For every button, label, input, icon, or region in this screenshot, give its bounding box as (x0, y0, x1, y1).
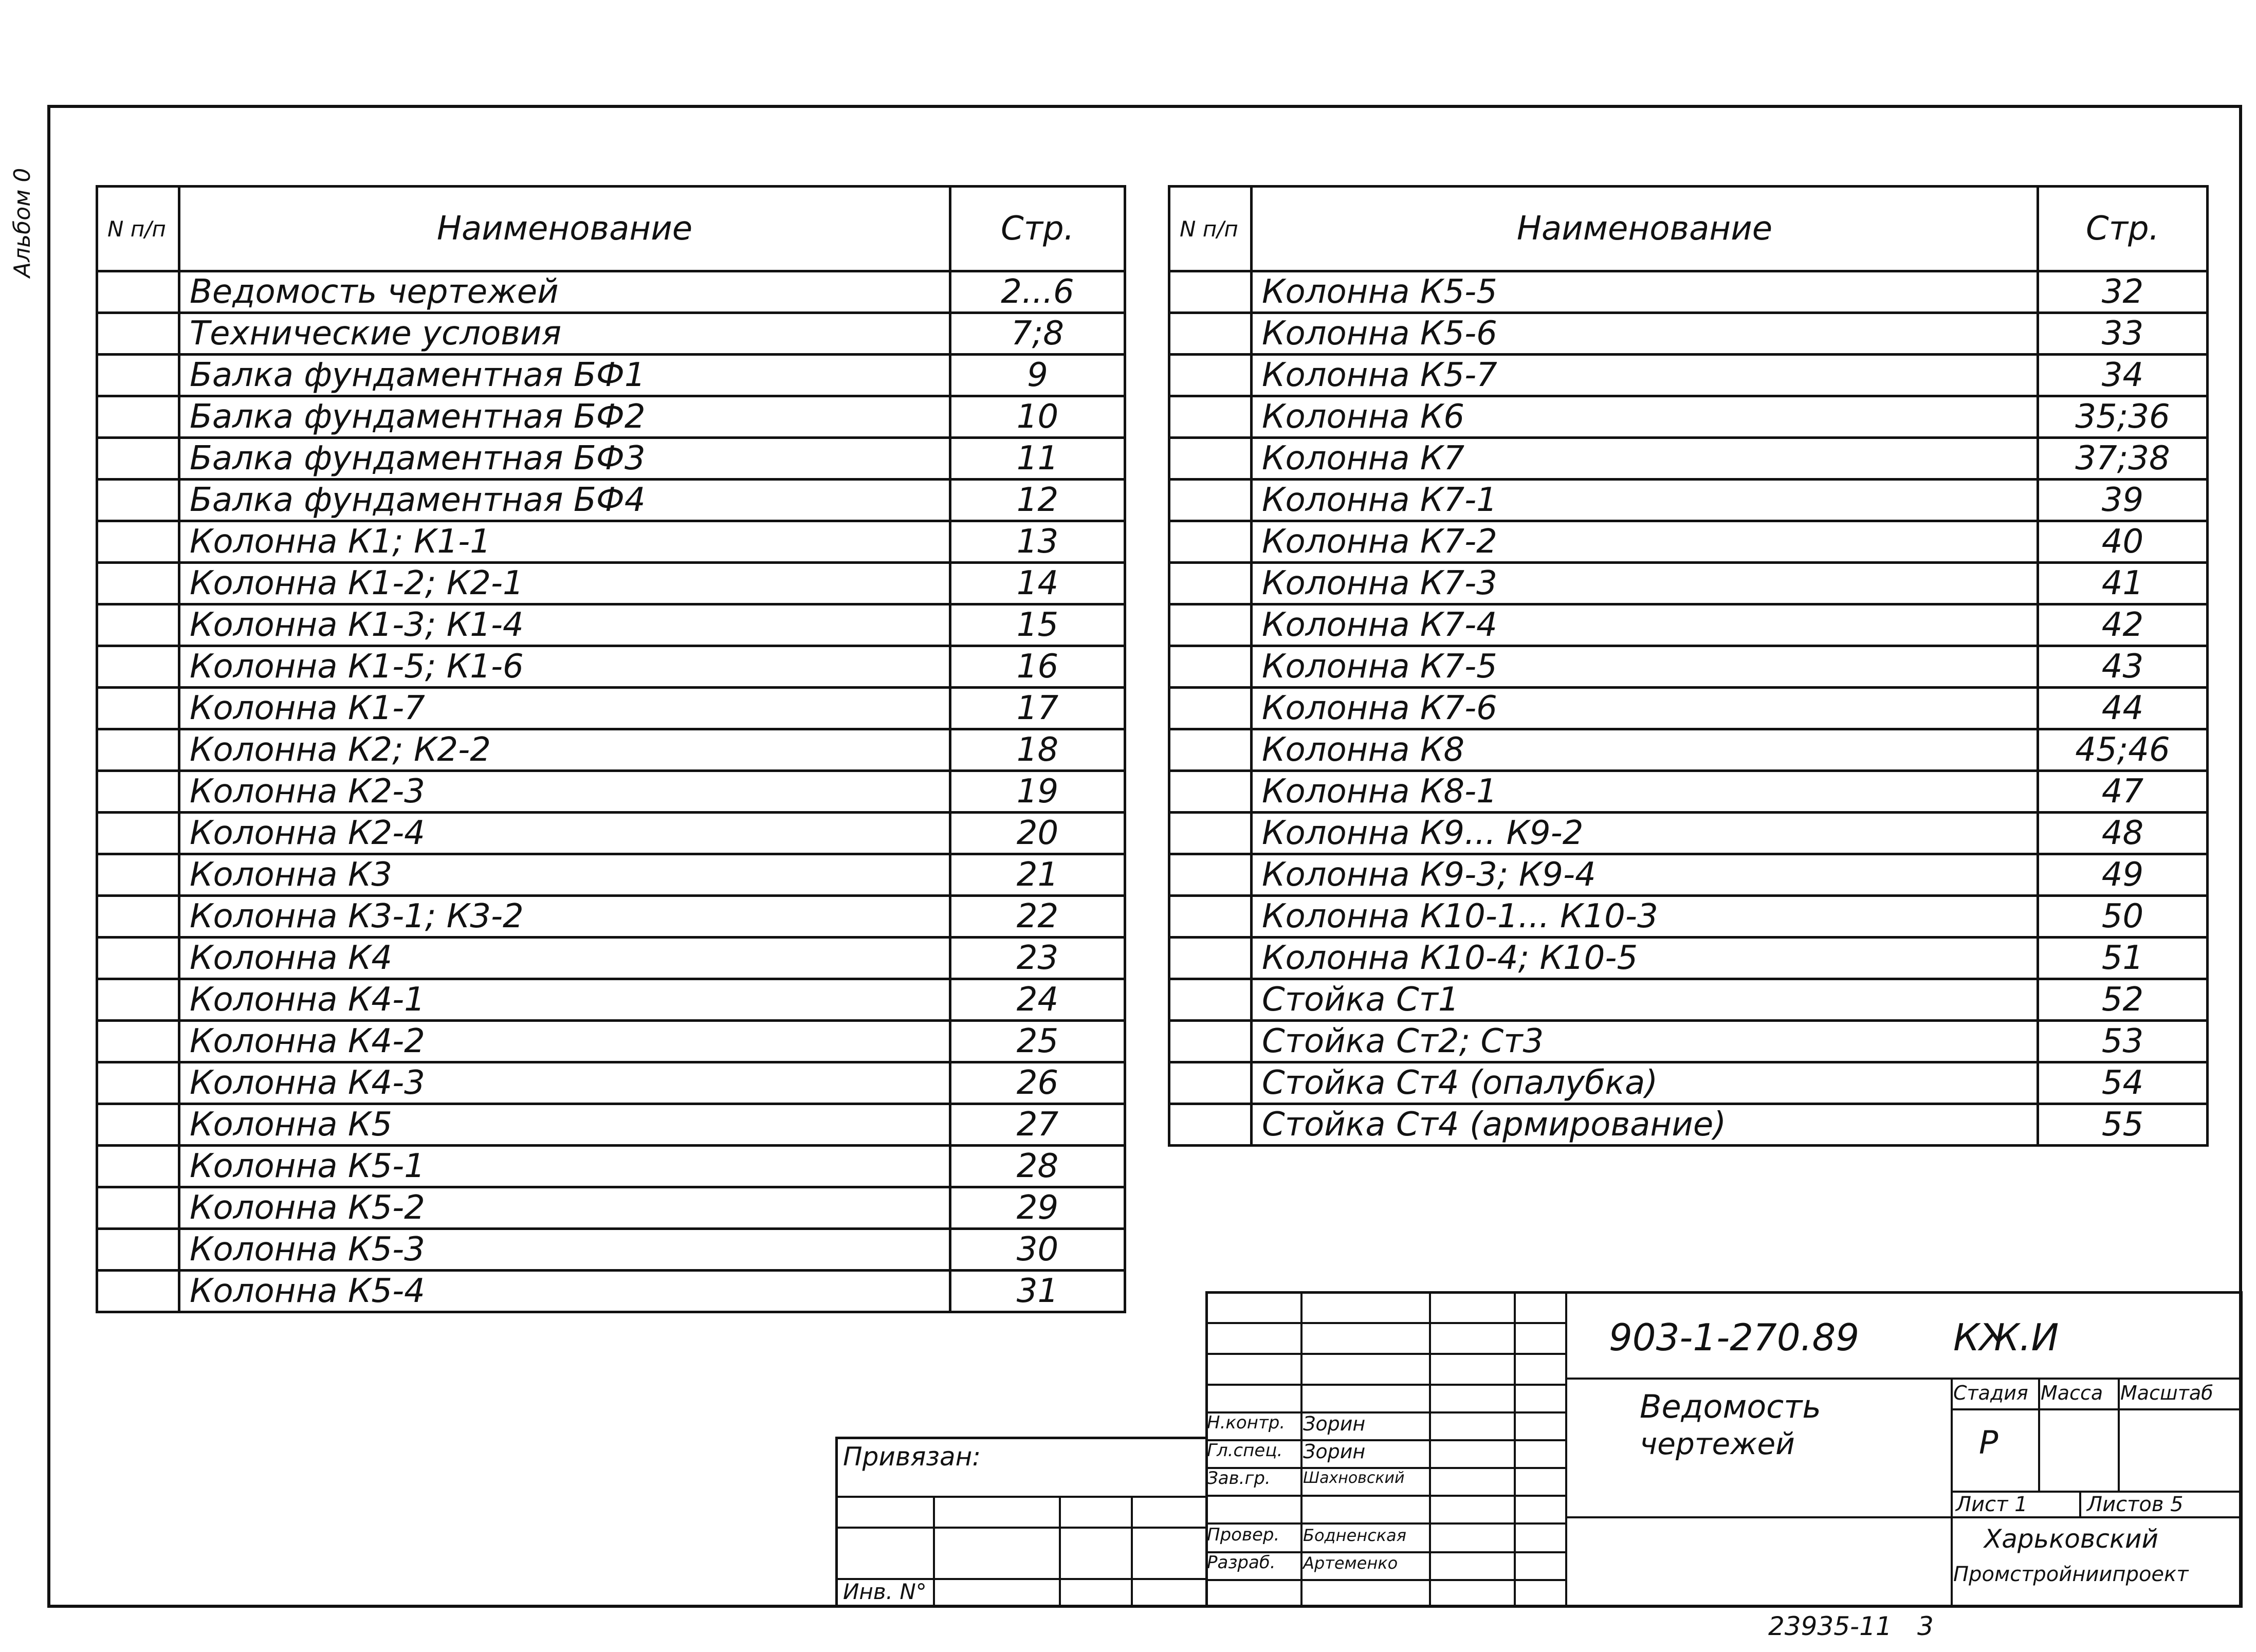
table-row (97, 688, 1125, 729)
drawing-name-cell: Стойка Ст4 (опалубка) (1252, 1062, 2038, 1104)
drawing-name-cell: Балка фундаментная БФ4 (179, 480, 950, 521)
page-cell: 33 (2038, 313, 2208, 355)
name-zavgr: Шахновский (1303, 1469, 1405, 1487)
stamp-line (1205, 1579, 1565, 1581)
table-row (1169, 854, 2208, 896)
doc-code: 903-1-270.89 (1609, 1316, 1860, 1359)
stamp-line (2079, 1491, 2081, 1516)
sheets-total: Листов 5 (2087, 1493, 2184, 1516)
drawing-name-cell: Колонна К5-7 (1252, 355, 2038, 396)
header-name: Наименование (1252, 187, 2038, 271)
header-name: Наименование (179, 187, 950, 271)
header-num: N п/п (1169, 187, 1252, 271)
page-cell: 25 (950, 1021, 1125, 1062)
page-cell: 44 (2038, 688, 2208, 729)
drawing-name-cell: Колонна К1; К1-1 (179, 521, 950, 563)
stage-label: Стадия (1953, 1382, 2028, 1404)
page-cell: 55 (2038, 1104, 2208, 1146)
table-row (1169, 646, 2208, 688)
page-cell: 45;46 (2038, 729, 2208, 771)
header-page: Стр. (950, 187, 1125, 271)
drawing-name-cell: Колонна К5-2 (179, 1187, 950, 1229)
row-number-cell (1169, 1062, 1252, 1104)
table-row (1169, 979, 2208, 1021)
table-row (97, 1062, 1125, 1104)
row-number-cell (1169, 438, 1252, 480)
stamp-line (1514, 1291, 1516, 1608)
drawing-name-cell: Колонна К1-7 (179, 688, 950, 729)
drawing-name-cell: Колонна К5-4 (179, 1271, 950, 1312)
drawing-name-cell: Колонна К5 (179, 1104, 950, 1146)
role-razrab: Разраб. (1207, 1552, 1276, 1573)
table-row (1169, 313, 2208, 355)
drawing-name-cell: Колонна К7-4 (1252, 604, 2038, 646)
row-number-cell (1169, 771, 1252, 813)
table-row (1169, 355, 2208, 396)
drawing-name-cell: Стойка Ст1 (1252, 979, 2038, 1021)
stamp-line (933, 1496, 935, 1608)
page-cell: 20 (950, 813, 1125, 854)
table-row (97, 563, 1125, 604)
page-cell: 23 (950, 938, 1125, 979)
table-row (97, 854, 1125, 896)
page-cell: 24 (950, 979, 1125, 1021)
table-row (1169, 1021, 2208, 1062)
row-number-cell (97, 1062, 179, 1104)
row-number-cell (1169, 979, 1252, 1021)
page-cell: 35;36 (2038, 396, 2208, 438)
table-row (1169, 271, 2208, 313)
drawing-name-cell: Колонна К3-1; К3-2 (179, 896, 950, 938)
doc-section: КЖ.И (1953, 1316, 2059, 1359)
stamp-line (1565, 1291, 1567, 1608)
stage-value: Р (1979, 1424, 1998, 1461)
drawing-name-cell: Колонна К10-4; К10-5 (1252, 938, 2038, 979)
row-number-cell (97, 896, 179, 938)
table-row (1169, 1062, 2208, 1104)
page-cell: 42 (2038, 604, 2208, 646)
table-row (97, 1229, 1125, 1271)
drawing-name-cell: Стойка Ст4 (армирование) (1252, 1104, 2038, 1146)
drawing-name-cell: Колонна К9-3; К9-4 (1252, 854, 2038, 896)
page-cell: 17 (950, 688, 1125, 729)
name-prover: Бодненская (1303, 1526, 1406, 1545)
drawing-name-cell: Балка фундаментная БФ2 (179, 396, 950, 438)
page-cell: 48 (2038, 813, 2208, 854)
table-row (97, 729, 1125, 771)
page-cell: 30 (950, 1229, 1125, 1271)
table-row (97, 396, 1125, 438)
row-number-cell (1169, 313, 1252, 355)
row-number-cell (97, 1271, 179, 1312)
table-row (97, 979, 1125, 1021)
page-cell: 51 (2038, 938, 2208, 979)
archive-code: 23935-11 (1768, 1611, 1892, 1641)
page-cell: 22 (950, 896, 1125, 938)
row-number-cell (1169, 688, 1252, 729)
stamp-line (1951, 1378, 1953, 1608)
page-cell: 32 (2038, 271, 2208, 313)
stamp-line (1131, 1496, 1133, 1608)
row-number-cell (1169, 729, 1252, 771)
row-number-cell (97, 604, 179, 646)
table-row (1169, 1104, 2208, 1146)
name-nkontr: Зорин (1303, 1412, 1366, 1435)
stamp-line (835, 1496, 1205, 1498)
stamp-line (2038, 1378, 2040, 1491)
table-row (97, 355, 1125, 396)
drawing-name-cell: Колонна К7-5 (1252, 646, 2038, 688)
page-cell: 43 (2038, 646, 2208, 688)
drawing-name-cell: Балка фундаментная БФ1 (179, 355, 950, 396)
row-number-cell (1169, 604, 1252, 646)
table-row (1169, 729, 2208, 771)
stamp-line (1205, 1384, 1565, 1386)
header-num: N п/п (97, 187, 179, 271)
page-cell: 53 (2038, 1021, 2208, 1062)
sheet-title-2: чертежей (1640, 1426, 1795, 1461)
table-row (97, 1104, 1125, 1146)
page-cell: 52 (2038, 979, 2208, 1021)
org-line-2: Промстройниипроект (1953, 1563, 2189, 1586)
row-number-cell (1169, 1021, 1252, 1062)
stamp-line (1205, 1322, 1565, 1324)
drawing-name-cell: Колонна К1-3; К1-4 (179, 604, 950, 646)
drawing-name-cell: Колонна К4-2 (179, 1021, 950, 1062)
table-row (1169, 438, 2208, 480)
page-cell: 19 (950, 771, 1125, 813)
drawings-table-left (96, 185, 1126, 1313)
drawing-name-cell: Колонна К2-4 (179, 813, 950, 854)
page-cell: 2...6 (950, 271, 1125, 313)
page-cell: 13 (950, 521, 1125, 563)
table-row (97, 521, 1125, 563)
stamp-line (2118, 1378, 2120, 1491)
header-page: Стр. (2038, 187, 2208, 271)
drawing-name-cell: Колонна К8 (1252, 729, 2038, 771)
table-row (97, 1021, 1125, 1062)
table-row (97, 646, 1125, 688)
page-cell: 12 (950, 480, 1125, 521)
row-number-cell (1169, 271, 1252, 313)
row-number-cell (1169, 938, 1252, 979)
page-cell: 50 (2038, 896, 2208, 938)
page-cell: 7;8 (950, 313, 1125, 355)
page-cell: 37;38 (2038, 438, 2208, 480)
row-number-cell (97, 313, 179, 355)
drawing-name-cell: Колонна К5-1 (179, 1146, 950, 1187)
row-number-cell (1169, 355, 1252, 396)
table-row (1169, 896, 2208, 938)
drawings-table-right (1168, 185, 2209, 1147)
drawing-name-cell: Колонна К8-1 (1252, 771, 2038, 813)
row-number-cell (1169, 480, 1252, 521)
table-row (1169, 521, 2208, 563)
page-cell: 34 (2038, 355, 2208, 396)
stamp-line (1951, 1408, 2243, 1410)
row-number-cell (97, 521, 179, 563)
sheet-number: Лист 1 (1956, 1493, 2028, 1516)
sheet-title-1: Ведомость (1640, 1388, 1821, 1425)
row-number-cell (97, 854, 179, 896)
drawing-name-cell: Колонна К7-1 (1252, 480, 2038, 521)
table-row (1169, 813, 2208, 854)
table-row (97, 438, 1125, 480)
row-number-cell (97, 938, 179, 979)
drawing-name-cell: Стойка Ст2; Ст3 (1252, 1021, 2038, 1062)
row-number-cell (97, 646, 179, 688)
drawing-name-cell: Колонна К2-3 (179, 771, 950, 813)
row-number-cell (97, 480, 179, 521)
drawing-name-cell: Колонна К4-1 (179, 979, 950, 1021)
page-cell: 54 (2038, 1062, 2208, 1104)
page-cell: 18 (950, 729, 1125, 771)
drawing-name-cell: Колонна К4 (179, 938, 950, 979)
drawing-name-cell: Ведомость чертежей (179, 271, 950, 313)
table-row (1169, 396, 2208, 438)
page-cell: 21 (950, 854, 1125, 896)
page-cell: 49 (2038, 854, 2208, 896)
drawing-name-cell: Колонна К5-6 (1252, 313, 2038, 355)
drawing-name-cell: Колонна К2; К2-2 (179, 729, 950, 771)
row-number-cell (1169, 813, 1252, 854)
drawing-name-cell: Колонна К7 (1252, 438, 2038, 480)
page-cell: 39 (2038, 480, 2208, 521)
table-row (97, 480, 1125, 521)
table-row (1169, 688, 2208, 729)
drawing-name-cell: Колонна К6 (1252, 396, 2038, 438)
stamp-line (1565, 1516, 2243, 1518)
row-number-cell (1169, 521, 1252, 563)
drawing-name-cell: Колонна К7-3 (1252, 563, 2038, 604)
page-cell: 9 (950, 355, 1125, 396)
row-number-cell (1169, 646, 1252, 688)
table-row (97, 813, 1125, 854)
row-number-cell (1169, 396, 1252, 438)
stamp-line (1059, 1496, 1061, 1608)
album-label: Альбом 0 (9, 168, 35, 278)
role-prover: Провер. (1207, 1525, 1280, 1545)
row-number-cell (97, 1187, 179, 1229)
page-cell: 29 (950, 1187, 1125, 1229)
row-number-cell (1169, 896, 1252, 938)
stamp-line (1205, 1353, 1565, 1355)
role-nkontr: Н.контр. (1207, 1412, 1286, 1433)
page-cell: 40 (2038, 521, 2208, 563)
row-number-cell (97, 1021, 179, 1062)
role-glspec: Гл.спец. (1207, 1440, 1283, 1461)
inv-label: Инв. N° (843, 1579, 927, 1604)
page-cell: 41 (2038, 563, 2208, 604)
page-cell: 16 (950, 646, 1125, 688)
row-number-cell (97, 979, 179, 1021)
table-row (1169, 938, 2208, 979)
scale-label: Масштаб (2120, 1382, 2213, 1404)
stamp-line (1565, 1378, 2243, 1380)
table-row (97, 896, 1125, 938)
name-glspec: Зорин (1303, 1440, 1366, 1463)
table-row (97, 771, 1125, 813)
drawing-name-cell: Колонна К5-3 (179, 1229, 950, 1271)
table-row (1169, 563, 2208, 604)
page-cell: 31 (950, 1271, 1125, 1312)
stamp-line (1205, 1495, 1565, 1497)
mass-label: Масса (2041, 1382, 2103, 1404)
page-cell: 10 (950, 396, 1125, 438)
stamp-line (1300, 1291, 1303, 1608)
page-cell: 28 (950, 1146, 1125, 1187)
table-row (1169, 604, 2208, 646)
row-number-cell (97, 771, 179, 813)
page-cell: 15 (950, 604, 1125, 646)
drawing-name-cell: Колонна К1-5; К1-6 (179, 646, 950, 688)
page-cell: 14 (950, 563, 1125, 604)
page-cell: 27 (950, 1104, 1125, 1146)
row-number-cell (97, 438, 179, 480)
drawing-name-cell: Колонна К10-1... К10-3 (1252, 896, 2038, 938)
row-number-cell (1169, 854, 1252, 896)
stamp-line (835, 1527, 1205, 1529)
drawing-name-cell: Колонна К3 (179, 854, 950, 896)
row-number-cell (97, 1146, 179, 1187)
table-row (1169, 480, 2208, 521)
drawing-name-cell: Колонна К7-2 (1252, 521, 2038, 563)
row-number-cell (97, 1229, 179, 1271)
row-number-cell (1169, 1104, 1252, 1146)
table-row (97, 313, 1125, 355)
name-razrab: Артеменко (1303, 1553, 1398, 1573)
table-row (1169, 771, 2208, 813)
drawing-name-cell: Технические условия (179, 313, 950, 355)
table-row (97, 604, 1125, 646)
table-row (97, 1271, 1125, 1312)
role-zavgr: Зав.гр. (1207, 1468, 1271, 1489)
row-number-cell (97, 271, 179, 313)
stamp-line (1429, 1291, 1431, 1608)
drawing-name-cell: Колонна К7-6 (1252, 688, 2038, 729)
table-row (97, 1187, 1125, 1229)
drawing-name-cell: Балка фундаментная БФ3 (179, 438, 950, 480)
page-cell: 11 (950, 438, 1125, 480)
drawing-name-cell: Колонна К4-3 (179, 1062, 950, 1104)
row-number-cell (97, 355, 179, 396)
page-cell: 47 (2038, 771, 2208, 813)
page-number: 3 (1917, 1611, 1934, 1641)
row-number-cell (1169, 563, 1252, 604)
row-number-cell (97, 1104, 179, 1146)
org-line-1: Харьковский (1984, 1524, 2159, 1554)
table-row (97, 271, 1125, 313)
row-number-cell (97, 729, 179, 771)
privyazan-label: Привязан: (843, 1442, 981, 1472)
table-row (97, 1146, 1125, 1187)
row-number-cell (97, 396, 179, 438)
drawing-name-cell: Колонна К9... К9-2 (1252, 813, 2038, 854)
drawing-name-cell: Колонна К5-5 (1252, 271, 2038, 313)
table-row (97, 938, 1125, 979)
page-cell: 26 (950, 1062, 1125, 1104)
row-number-cell (97, 813, 179, 854)
row-number-cell (97, 688, 179, 729)
row-number-cell (97, 563, 179, 604)
drawing-name-cell: Колонна К1-2; К2-1 (179, 563, 950, 604)
